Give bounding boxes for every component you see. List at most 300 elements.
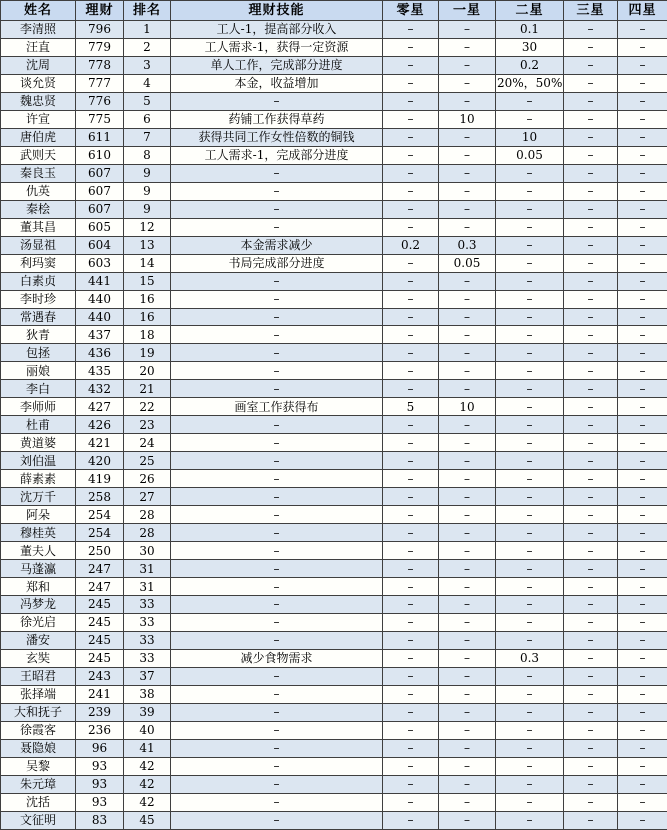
cell-name[interactable]: 许宣: [1, 110, 76, 128]
cell-star3[interactable]: –: [564, 56, 618, 74]
cell-skill[interactable]: 工人-1，提高部分收入: [171, 21, 383, 39]
cell-star0[interactable]: –: [383, 56, 439, 74]
cell-rank[interactable]: 24: [124, 434, 171, 452]
cell-star2[interactable]: –: [496, 757, 564, 775]
cell-skill[interactable]: 药铺工作获得草药: [171, 110, 383, 128]
cell-star0[interactable]: –: [383, 470, 439, 488]
cell-finance[interactable]: 250: [76, 542, 124, 560]
cell-star2[interactable]: –: [496, 110, 564, 128]
cell-star2[interactable]: –: [496, 667, 564, 685]
cell-star2[interactable]: –: [496, 596, 564, 614]
cell-star4[interactable]: –: [618, 631, 667, 649]
cell-star3[interactable]: –: [564, 685, 618, 703]
cell-star2[interactable]: –: [496, 578, 564, 596]
cell-star0[interactable]: –: [383, 182, 439, 200]
cell-star0[interactable]: –: [383, 326, 439, 344]
cell-name[interactable]: 潘安: [1, 631, 76, 649]
cell-rank[interactable]: 2: [124, 38, 171, 56]
cell-star1[interactable]: 10: [439, 110, 496, 128]
cell-star1[interactable]: –: [439, 757, 496, 775]
cell-rank[interactable]: 14: [124, 254, 171, 272]
cell-finance[interactable]: 245: [76, 649, 124, 667]
cell-star4[interactable]: –: [618, 290, 667, 308]
cell-star2[interactable]: –: [496, 362, 564, 380]
cell-star2[interactable]: 10: [496, 128, 564, 146]
cell-finance[interactable]: 421: [76, 434, 124, 452]
cell-skill[interactable]: –: [171, 667, 383, 685]
cell-name[interactable]: 沈万千: [1, 488, 76, 506]
cell-finance[interactable]: 435: [76, 362, 124, 380]
cell-star1[interactable]: –: [439, 524, 496, 542]
cell-star3[interactable]: –: [564, 200, 618, 218]
cell-star3[interactable]: –: [564, 542, 618, 560]
cell-star4[interactable]: –: [618, 380, 667, 398]
cell-skill[interactable]: –: [171, 218, 383, 236]
cell-star0[interactable]: –: [383, 344, 439, 362]
cell-star0[interactable]: –: [383, 164, 439, 182]
cell-star0[interactable]: –: [383, 308, 439, 326]
cell-rank[interactable]: 18: [124, 326, 171, 344]
cell-star1[interactable]: 0.3: [439, 236, 496, 254]
cell-finance[interactable]: 245: [76, 613, 124, 631]
cell-star1[interactable]: –: [439, 146, 496, 164]
cell-name[interactable]: 徐光启: [1, 613, 76, 631]
cell-rank[interactable]: 42: [124, 775, 171, 793]
cell-star4[interactable]: –: [618, 272, 667, 290]
cell-star3[interactable]: –: [564, 21, 618, 39]
cell-star4[interactable]: –: [618, 110, 667, 128]
cell-finance[interactable]: 440: [76, 308, 124, 326]
cell-rank[interactable]: 27: [124, 488, 171, 506]
cell-finance[interactable]: 796: [76, 21, 124, 39]
cell-star2[interactable]: 30: [496, 38, 564, 56]
cell-star1[interactable]: –: [439, 362, 496, 380]
cell-star1[interactable]: –: [439, 578, 496, 596]
cell-name[interactable]: 汤显祖: [1, 236, 76, 254]
cell-star2[interactable]: –: [496, 92, 564, 110]
cell-star1[interactable]: –: [439, 721, 496, 739]
cell-rank[interactable]: 45: [124, 811, 171, 829]
cell-star1[interactable]: –: [439, 218, 496, 236]
cell-rank[interactable]: 33: [124, 613, 171, 631]
cell-skill[interactable]: 工人需求-1，完成部分进度: [171, 146, 383, 164]
cell-star3[interactable]: –: [564, 146, 618, 164]
cell-finance[interactable]: 245: [76, 596, 124, 614]
cell-star1[interactable]: –: [439, 434, 496, 452]
cell-rank[interactable]: 7: [124, 128, 171, 146]
cell-rank[interactable]: 39: [124, 703, 171, 721]
cell-finance[interactable]: 93: [76, 793, 124, 811]
cell-star1[interactable]: –: [439, 703, 496, 721]
cell-star3[interactable]: –: [564, 488, 618, 506]
cell-star4[interactable]: –: [618, 344, 667, 362]
cell-star1[interactable]: –: [439, 542, 496, 560]
cell-finance[interactable]: 426: [76, 416, 124, 434]
cell-star4[interactable]: –: [618, 236, 667, 254]
cell-star0[interactable]: –: [383, 272, 439, 290]
cell-star2[interactable]: –: [496, 290, 564, 308]
cell-star2[interactable]: –: [496, 721, 564, 739]
cell-rank[interactable]: 33: [124, 649, 171, 667]
cell-star3[interactable]: –: [564, 470, 618, 488]
cell-star4[interactable]: –: [618, 416, 667, 434]
cell-star1[interactable]: –: [439, 793, 496, 811]
cell-star4[interactable]: –: [618, 739, 667, 757]
cell-name[interactable]: 汪直: [1, 38, 76, 56]
cell-rank[interactable]: 26: [124, 470, 171, 488]
cell-rank[interactable]: 9: [124, 182, 171, 200]
cell-star1[interactable]: –: [439, 182, 496, 200]
cell-name[interactable]: 武则天: [1, 146, 76, 164]
cell-star4[interactable]: –: [618, 757, 667, 775]
cell-name[interactable]: 李时珍: [1, 290, 76, 308]
cell-rank[interactable]: 33: [124, 596, 171, 614]
cell-rank[interactable]: 23: [124, 416, 171, 434]
cell-star1[interactable]: –: [439, 811, 496, 829]
cell-star3[interactable]: –: [564, 757, 618, 775]
cell-star0[interactable]: –: [383, 38, 439, 56]
cell-rank[interactable]: 19: [124, 344, 171, 362]
cell-star0[interactable]: –: [383, 524, 439, 542]
cell-finance[interactable]: 93: [76, 775, 124, 793]
cell-skill[interactable]: –: [171, 703, 383, 721]
cell-star0[interactable]: –: [383, 452, 439, 470]
cell-name[interactable]: 徐霞客: [1, 721, 76, 739]
cell-skill[interactable]: –: [171, 542, 383, 560]
cell-star3[interactable]: –: [564, 667, 618, 685]
cell-rank[interactable]: 40: [124, 721, 171, 739]
cell-name[interactable]: 董夫人: [1, 542, 76, 560]
cell-star3[interactable]: –: [564, 92, 618, 110]
cell-star4[interactable]: –: [618, 524, 667, 542]
cell-star1[interactable]: –: [439, 38, 496, 56]
cell-name[interactable]: 文征明: [1, 811, 76, 829]
cell-star1[interactable]: –: [439, 21, 496, 39]
cell-skill[interactable]: –: [171, 613, 383, 631]
cell-rank[interactable]: 12: [124, 218, 171, 236]
cell-star0[interactable]: –: [383, 757, 439, 775]
cell-star0[interactable]: –: [383, 721, 439, 739]
cell-star4[interactable]: –: [618, 667, 667, 685]
cell-star1[interactable]: –: [439, 380, 496, 398]
cell-rank[interactable]: 37: [124, 667, 171, 685]
cell-star2[interactable]: –: [496, 254, 564, 272]
cell-skill[interactable]: –: [171, 811, 383, 829]
cell-star3[interactable]: –: [564, 775, 618, 793]
cell-star2[interactable]: –: [496, 631, 564, 649]
cell-name[interactable]: 秦良玉: [1, 164, 76, 182]
cell-star4[interactable]: –: [618, 542, 667, 560]
cell-star4[interactable]: –: [618, 596, 667, 614]
cell-star3[interactable]: –: [564, 380, 618, 398]
cell-star0[interactable]: –: [383, 542, 439, 560]
cell-star0[interactable]: –: [383, 631, 439, 649]
cell-star2[interactable]: –: [496, 470, 564, 488]
cell-rank[interactable]: 28: [124, 524, 171, 542]
cell-skill[interactable]: 减少食物需求: [171, 649, 383, 667]
cell-name[interactable]: 沈括: [1, 793, 76, 811]
cell-star3[interactable]: –: [564, 452, 618, 470]
cell-finance[interactable]: 419: [76, 470, 124, 488]
cell-star4[interactable]: –: [618, 146, 667, 164]
cell-star3[interactable]: –: [564, 110, 618, 128]
cell-star0[interactable]: –: [383, 596, 439, 614]
cell-finance[interactable]: 610: [76, 146, 124, 164]
cell-star3[interactable]: –: [564, 272, 618, 290]
cell-skill[interactable]: –: [171, 380, 383, 398]
cell-finance[interactable]: 437: [76, 326, 124, 344]
cell-rank[interactable]: 33: [124, 631, 171, 649]
cell-finance[interactable]: 236: [76, 721, 124, 739]
cell-rank[interactable]: 8: [124, 146, 171, 164]
cell-name[interactable]: 李师师: [1, 398, 76, 416]
cell-rank[interactable]: 28: [124, 506, 171, 524]
cell-finance[interactable]: 777: [76, 74, 124, 92]
cell-skill[interactable]: 画室工作获得布: [171, 398, 383, 416]
cell-name[interactable]: 吴黎: [1, 757, 76, 775]
cell-rank[interactable]: 22: [124, 398, 171, 416]
cell-star4[interactable]: –: [618, 164, 667, 182]
cell-skill[interactable]: –: [171, 578, 383, 596]
cell-star3[interactable]: –: [564, 793, 618, 811]
cell-name[interactable]: 秦桧: [1, 200, 76, 218]
cell-star2[interactable]: –: [496, 344, 564, 362]
cell-star3[interactable]: –: [564, 416, 618, 434]
cell-star3[interactable]: –: [564, 128, 618, 146]
cell-skill[interactable]: –: [171, 757, 383, 775]
cell-star2[interactable]: –: [496, 380, 564, 398]
cell-star3[interactable]: –: [564, 164, 618, 182]
cell-star2[interactable]: 20%，50%: [497, 76, 563, 91]
cell-name[interactable]: 仇英: [1, 182, 76, 200]
cell-star1[interactable]: –: [439, 596, 496, 614]
cell-star4[interactable]: –: [618, 721, 667, 739]
cell-name[interactable]: 穆桂英: [1, 524, 76, 542]
cell-star1[interactable]: –: [439, 128, 496, 146]
cell-star4[interactable]: –: [618, 21, 667, 39]
cell-star2[interactable]: 0.3: [496, 649, 564, 667]
cell-finance[interactable]: 436: [76, 344, 124, 362]
cell-star0[interactable]: –: [383, 218, 439, 236]
cell-star0[interactable]: –: [383, 685, 439, 703]
cell-star1[interactable]: –: [439, 452, 496, 470]
cell-star4[interactable]: –: [618, 578, 667, 596]
cell-skill[interactable]: –: [171, 488, 383, 506]
cell-finance[interactable]: 254: [76, 524, 124, 542]
cell-star4[interactable]: –: [618, 793, 667, 811]
cell-name[interactable]: 包拯: [1, 344, 76, 362]
cell-name[interactable]: 丽娘: [1, 362, 76, 380]
cell-finance[interactable]: 83: [76, 811, 124, 829]
cell-star3[interactable]: –: [564, 721, 618, 739]
cell-star0[interactable]: –: [383, 74, 439, 92]
cell-star2[interactable]: –: [496, 434, 564, 452]
cell-star3[interactable]: –: [564, 38, 618, 56]
cell-name[interactable]: 玄奘: [1, 649, 76, 667]
cell-star0[interactable]: –: [383, 146, 439, 164]
cell-star4[interactable]: –: [618, 128, 667, 146]
cell-name[interactable]: 王昭君: [1, 667, 76, 685]
cell-star3[interactable]: –: [564, 560, 618, 578]
cell-name[interactable]: 薛素素: [1, 470, 76, 488]
cell-star1[interactable]: –: [439, 775, 496, 793]
cell-star4[interactable]: –: [618, 685, 667, 703]
cell-finance[interactable]: 775: [76, 110, 124, 128]
cell-star3[interactable]: –: [564, 811, 618, 829]
cell-star0[interactable]: –: [383, 290, 439, 308]
cell-skill[interactable]: 书局完成部分进度: [171, 254, 383, 272]
cell-skill[interactable]: –: [171, 434, 383, 452]
cell-star2[interactable]: –: [496, 452, 564, 470]
cell-skill[interactable]: –: [171, 92, 383, 110]
cell-star2[interactable]: –: [496, 308, 564, 326]
cell-name[interactable]: 常遇春: [1, 308, 76, 326]
cell-star2[interactable]: –: [496, 613, 564, 631]
cell-star1[interactable]: –: [439, 344, 496, 362]
column-header-star1[interactable]: 一星: [439, 1, 496, 21]
cell-finance[interactable]: 611: [76, 128, 124, 146]
cell-star0[interactable]: –: [383, 434, 439, 452]
cell-star2[interactable]: –: [496, 488, 564, 506]
cell-star2[interactable]: –: [496, 272, 564, 290]
cell-finance[interactable]: 607: [76, 200, 124, 218]
cell-name[interactable]: 黄道婆: [1, 434, 76, 452]
cell-star4[interactable]: –: [618, 649, 667, 667]
cell-name[interactable]: 郑和: [1, 578, 76, 596]
cell-star0[interactable]: –: [383, 200, 439, 218]
cell-finance[interactable]: 604: [76, 236, 124, 254]
cell-finance[interactable]: 603: [76, 254, 124, 272]
cell-star4[interactable]: –: [618, 775, 667, 793]
cell-name[interactable]: 聂隐娘: [1, 739, 76, 757]
cell-skill[interactable]: 获得共同工作女性倍数的铜钱: [171, 128, 383, 146]
cell-skill[interactable]: 工人需求-1，获得一定资源: [171, 38, 383, 56]
cell-star3[interactable]: –: [564, 344, 618, 362]
cell-star1[interactable]: –: [439, 326, 496, 344]
column-header-star3[interactable]: 三星: [564, 1, 618, 21]
cell-star2[interactable]: 0.2: [496, 56, 564, 74]
cell-skill[interactable]: –: [171, 470, 383, 488]
cell-star2[interactable]: 0.05: [496, 146, 564, 164]
cell-skill[interactable]: –: [171, 182, 383, 200]
cell-rank[interactable]: 31: [124, 560, 171, 578]
cell-name[interactable]: 杜甫: [1, 416, 76, 434]
cell-finance[interactable]: 607: [76, 182, 124, 200]
cell-star0[interactable]: –: [383, 92, 439, 110]
cell-star4[interactable]: –: [618, 398, 667, 416]
cell-star4[interactable]: –: [618, 254, 667, 272]
cell-skill[interactable]: –: [171, 793, 383, 811]
cell-star0[interactable]: –: [383, 380, 439, 398]
column-header-rank[interactable]: 排名: [124, 1, 171, 21]
cell-star2[interactable]: –: [496, 164, 564, 182]
cell-star0[interactable]: –: [383, 667, 439, 685]
cell-star1[interactable]: –: [439, 685, 496, 703]
cell-star0[interactable]: –: [383, 775, 439, 793]
cell-star2[interactable]: –: [496, 506, 564, 524]
cell-star1[interactable]: –: [439, 613, 496, 631]
cell-rank[interactable]: 13: [124, 236, 171, 254]
cell-star1[interactable]: –: [439, 74, 496, 92]
cell-finance[interactable]: 241: [76, 685, 124, 703]
cell-star0[interactable]: –: [383, 110, 439, 128]
cell-star1[interactable]: –: [439, 631, 496, 649]
cell-star4[interactable]: –: [618, 218, 667, 236]
cell-rank[interactable]: 42: [124, 757, 171, 775]
cell-finance[interactable]: 245: [76, 631, 124, 649]
cell-star4[interactable]: –: [618, 506, 667, 524]
cell-finance[interactable]: 605: [76, 218, 124, 236]
cell-rank[interactable]: 3: [124, 56, 171, 74]
cell-name[interactable]: 朱元璋: [1, 775, 76, 793]
cell-star2[interactable]: –: [496, 200, 564, 218]
cell-star2[interactable]: –: [496, 218, 564, 236]
cell-star4[interactable]: –: [618, 308, 667, 326]
cell-star3[interactable]: –: [564, 362, 618, 380]
cell-skill[interactable]: –: [171, 416, 383, 434]
cell-rank[interactable]: 31: [124, 578, 171, 596]
cell-star2[interactable]: –: [496, 326, 564, 344]
cell-name[interactable]: 刘伯温: [1, 452, 76, 470]
cell-rank[interactable]: 16: [124, 308, 171, 326]
cell-star3[interactable]: –: [564, 236, 618, 254]
cell-star0[interactable]: 0.2: [383, 236, 439, 254]
cell-name[interactable]: 董其昌: [1, 218, 76, 236]
cell-star4[interactable]: –: [618, 362, 667, 380]
cell-star3[interactable]: –: [564, 524, 618, 542]
cell-star4[interactable]: –: [618, 38, 667, 56]
cell-finance[interactable]: 607: [76, 164, 124, 182]
cell-star4[interactable]: –: [618, 326, 667, 344]
cell-star0[interactable]: –: [383, 488, 439, 506]
cell-skill[interactable]: –: [171, 308, 383, 326]
cell-star3[interactable]: –: [564, 613, 618, 631]
cell-skill[interactable]: 本金需求减少: [171, 236, 383, 254]
cell-star3[interactable]: –: [564, 254, 618, 272]
cell-finance[interactable]: 441: [76, 272, 124, 290]
cell-rank[interactable]: 15: [124, 272, 171, 290]
cell-rank[interactable]: 21: [124, 380, 171, 398]
cell-star3[interactable]: –: [564, 631, 618, 649]
cell-star1[interactable]: –: [439, 649, 496, 667]
cell-name[interactable]: 张择端: [1, 685, 76, 703]
cell-star3[interactable]: –: [564, 74, 618, 92]
cell-skill[interactable]: –: [171, 452, 383, 470]
cell-star0[interactable]: –: [383, 793, 439, 811]
cell-star3[interactable]: –: [564, 308, 618, 326]
cell-finance[interactable]: 254: [76, 506, 124, 524]
cell-star1[interactable]: –: [439, 667, 496, 685]
cell-star4[interactable]: –: [618, 182, 667, 200]
cell-star3[interactable]: –: [564, 596, 618, 614]
cell-star2[interactable]: –: [496, 542, 564, 560]
cell-name[interactable]: 利玛窦: [1, 254, 76, 272]
cell-star2[interactable]: –: [496, 236, 564, 254]
cell-star2[interactable]: –: [496, 524, 564, 542]
cell-name[interactable]: 大和抚子: [1, 703, 76, 721]
cell-name[interactable]: 白素贞: [1, 272, 76, 290]
cell-star1[interactable]: –: [439, 272, 496, 290]
cell-star3[interactable]: –: [564, 649, 618, 667]
cell-name[interactable]: 李白: [1, 380, 76, 398]
cell-name[interactable]: 阿朵: [1, 506, 76, 524]
cell-star2[interactable]: –: [496, 685, 564, 703]
cell-finance[interactable]: 432: [76, 380, 124, 398]
cell-finance[interactable]: 776: [76, 92, 124, 110]
cell-star0[interactable]: –: [383, 560, 439, 578]
cell-skill[interactable]: –: [171, 775, 383, 793]
cell-star4[interactable]: –: [618, 452, 667, 470]
